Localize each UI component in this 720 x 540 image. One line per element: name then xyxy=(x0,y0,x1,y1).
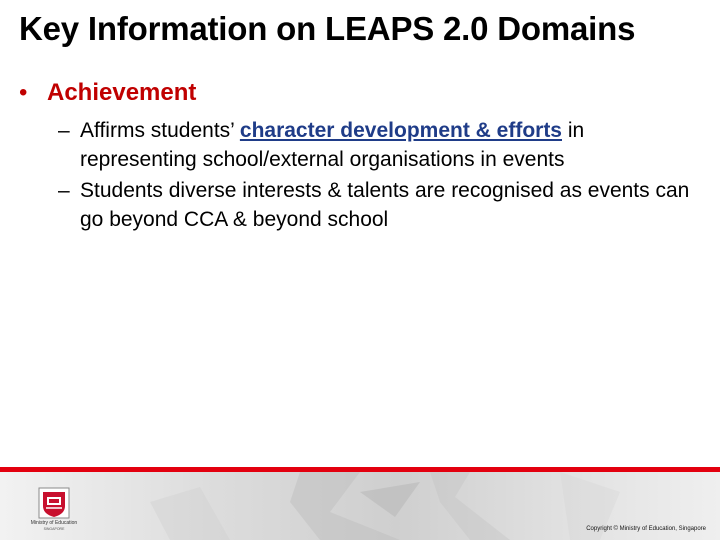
logo-subcaption: SINGAPORE xyxy=(43,527,65,531)
sub-bullet-text xyxy=(80,117,698,174)
bullet-label: Achievement xyxy=(47,79,197,106)
slide-title: Key Information on LEAPS 2.0 Domains xyxy=(19,10,636,47)
footer xyxy=(0,472,720,540)
sub-bullet-list xyxy=(58,117,698,237)
bullet-achievement xyxy=(19,79,196,107)
dash-marker: – xyxy=(58,119,70,142)
highlighted-text: character development & efforts xyxy=(239,119,562,142)
bullet-dot: • xyxy=(19,79,28,106)
dash-marker: – xyxy=(58,179,70,202)
logo-caption: Ministry of Education xyxy=(30,520,78,526)
text-segment: in representing school/external organisations in events xyxy=(80,119,585,171)
sub-bullet-item xyxy=(58,117,698,174)
sub-bullet-item xyxy=(58,177,698,234)
sub-bullet-text: Students diverse interests & talents are recognised as events can go beyond CCA & beyond school xyxy=(80,179,690,231)
copyright-text: Copyright © Ministry of Education, Singapore xyxy=(586,526,706,532)
text-segment: Affirms students’ xyxy=(80,119,240,142)
